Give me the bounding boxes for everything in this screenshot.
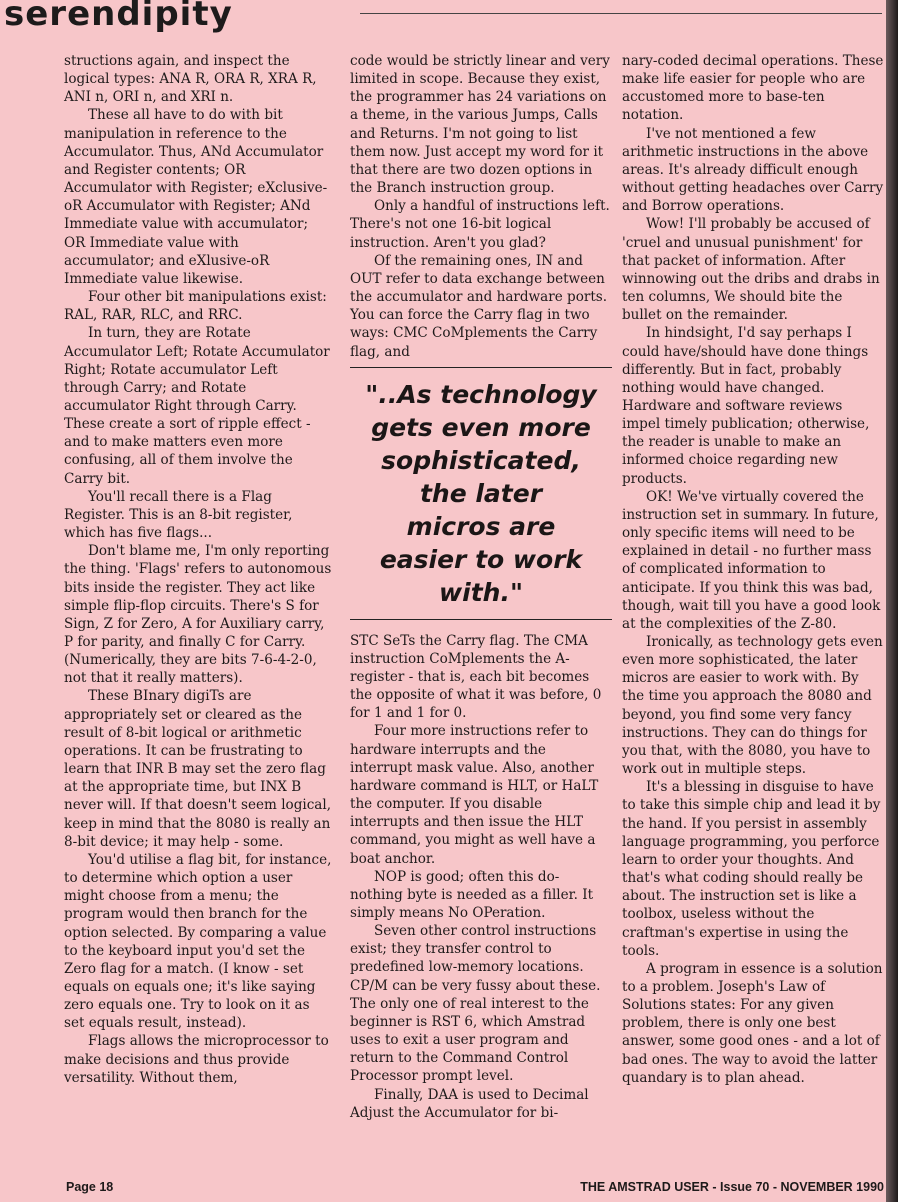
paragraph: A program in essence is a solution to a problem. Joseph's Law of Solutions states: For any given problem, there is only one best answer, some good ones - and a lot of bad ones. The way to avoid the latter quandary is to plan ahead. xyxy=(622,960,883,1086)
paragraph: Don't blame me, I'm only reporting the thing. 'Flags' refers to autonomous bits inside the register. They act like simple flip-flop circuits. There's S for Sign, Z for Zero, A for Auxiliary carry, P for parity, and finally C for Carry. (Numerically, they are bits 7-6-4-2-0, not that it really matters). xyxy=(64,543,332,687)
pull-quote-line: gets even more xyxy=(371,412,591,442)
paragraph: Flags allows the microprocessor to make decisions and thus provide versatility. Without them, xyxy=(64,1033,329,1086)
paragraph: In turn, they are Rotate Accumulator Left; Rotate Accumulator Right; Rotate accumulator Left through Carry; and Rotate accumulator Right through Carry. These create a sort of ripple effect - and to make matters even more confusing, all of them involve the Carry bit. xyxy=(64,325,330,487)
paragraph: Ironically, as technology gets even even more sophisticated, the later micros are easier to work with. By the time you approach the 8080 and beyond, you find some very fancy instructions. They can do things for you that, with the 8080, you have to work out in multiple steps. xyxy=(622,634,883,778)
masthead xyxy=(4,0,884,32)
paragraph: Seven other control instructions exist; they transfer control to predefined low-memory locations. CP/M can be very fussy about these. The only one of real interest to the beginner is RST 6, which Amstrad uses to exit a user program and return to the Command Control Processor prompt level. xyxy=(350,923,601,1085)
page-binding-shadow xyxy=(886,0,898,1202)
article-column-2 xyxy=(350,52,612,1122)
pull-quote-line: the later xyxy=(419,478,543,508)
masthead-rule xyxy=(360,13,882,14)
paragraph: Four more instructions refer to hardware interrupts and the interrupt mask value. Also, another hardware command is HLT, or HaLT the computer. If you disable interrupts and then issue the HLT command, you might as well have a boat anchor. xyxy=(350,723,599,867)
article-column-3 xyxy=(622,52,884,1087)
paragraph: In hindsight, I'd say perhaps I could have/should have done things differently. But in fact, probably nothing would have changed. Hardware and software reviews impel timely publication; otherwise, the reader is unable to make an informed choice regarding new products. xyxy=(622,325,870,487)
paragraph: Of the remaining ones, IN and OUT refer to data exchange between the accumulator and hardware ports. You can force the Carry flag in two ways: CMC CoMplements the Carry flag, and xyxy=(350,252,608,360)
paragraph: You'd utilise a flag bit, for instance, to determine which option a user might choose from a menu; the program would then branch for the option selected. By comparing a value to the keyboard input you'd set the Zero flag for a match. (I know - set equals on equals one; it's like saying zero equals one. Try to look on it as set equals result, instead). xyxy=(64,851,332,1032)
section-title: serendipity xyxy=(4,0,233,34)
paragraph: Only a handful of instructions left. There's not one 16-bit logical instruction. Aren't you glad? xyxy=(350,198,610,251)
article-column-1 xyxy=(64,52,332,1087)
paragraph: structions again, and inspect the logical types: ANA R, ORA R, XRA R, ANI n, ORI n, and XRI n. xyxy=(64,53,317,106)
paragraph: Wow! I'll probably be accused of 'cruel and unusual punishment' for that packet of information. After winnowing out the dribs and drabs in ten columns, We should bite the bullet on the remainder. xyxy=(622,216,880,324)
paragraph: Finally, DAA is used to Decimal Adjust the Accumulator for bi- xyxy=(350,1086,589,1121)
page-number: Page 18 xyxy=(66,1180,114,1194)
paragraph: These BInary digiTs are appropriately set or cleared as the result of 8-bit logical or arithmetic operations. It can be frustrating to learn that INR B may set the zero flag at the appropriate time, but INX B never will. If that doesn't seem logical, keep in mind that the 8080 is really an 8-bit device; it may help - some. xyxy=(64,688,331,850)
paragraph: code would be strictly linear and very limited in scope. Because they exist, the programmer has 24 variations on a theme, in the various Jumps, Calls and Returns. I'm not going to list them now. Just accept my word for it that there are two dozen options in the Branch instruction group. xyxy=(350,53,610,197)
issue-footer: THE AMSTRAD USER - Issue 70 - NOVEMBER 1990 xyxy=(580,1180,884,1194)
pull-quote-line: micros are xyxy=(406,511,556,541)
paragraph: It's a blessing in disguise to have to take this simple chip and lead it by the hand. If you persist in assembly language programming, you perforce learn to order your thoughts. And that's what coding should really be about. The instruction set is like a toolbox, useless without the craftman's expertise in using the tools. xyxy=(622,779,881,959)
paragraph: I've not mentioned a few arithmetic instructions in the above areas. It's already difficult enough without getting headaches over Carry and Borrow operations. xyxy=(622,125,884,215)
pull-quote xyxy=(350,367,612,620)
pull-quote-line: easier to work xyxy=(379,544,583,574)
paragraph: OK! We've virtually covered the instruction set in summary. In future, only specific items will need to be explained in detail - no further mass of complicated information to anticipate. If you think this was bad, though, wait till you have a good look at the complexities of the Z-80. xyxy=(622,488,881,632)
paragraph: STC SeTs the Carry flag. The CMA instruction CoMplements the A-register - that is, each bit becomes the opposite of what it was before, 0 for 1 and 1 for 0. xyxy=(350,632,602,722)
paragraph: nary-coded decimal operations. These make life easier for people who are accustomed more to base-ten notation. xyxy=(622,53,884,124)
paragraph: These all have to do with bit manipulation in reference to the Accumulator. Thus, ANd Accumulator and Register contents; OR Accumulator with Register; eXclusive-oR Accumulator with Register; ANd Immediate value with accumulator; OR Immediate value with accumulator; and eXlusive-oR Immediate value likewise. xyxy=(64,107,328,287)
paragraph: NOP is good; often this do-nothing byte is needed as a filler. It simply means No OPeration. xyxy=(350,868,594,921)
pull-quote-line: sophisticated, xyxy=(381,445,581,475)
pull-quote-line: "..As technology xyxy=(365,379,597,409)
pull-quote-line: with." xyxy=(439,577,523,607)
paragraph: You'll recall there is a Flag Register. This is an 8-bit register, which has five flags... xyxy=(64,488,293,542)
paragraph: Four other bit manipulations exist: RAL, RAR, RLC, and RRC. xyxy=(64,289,327,324)
